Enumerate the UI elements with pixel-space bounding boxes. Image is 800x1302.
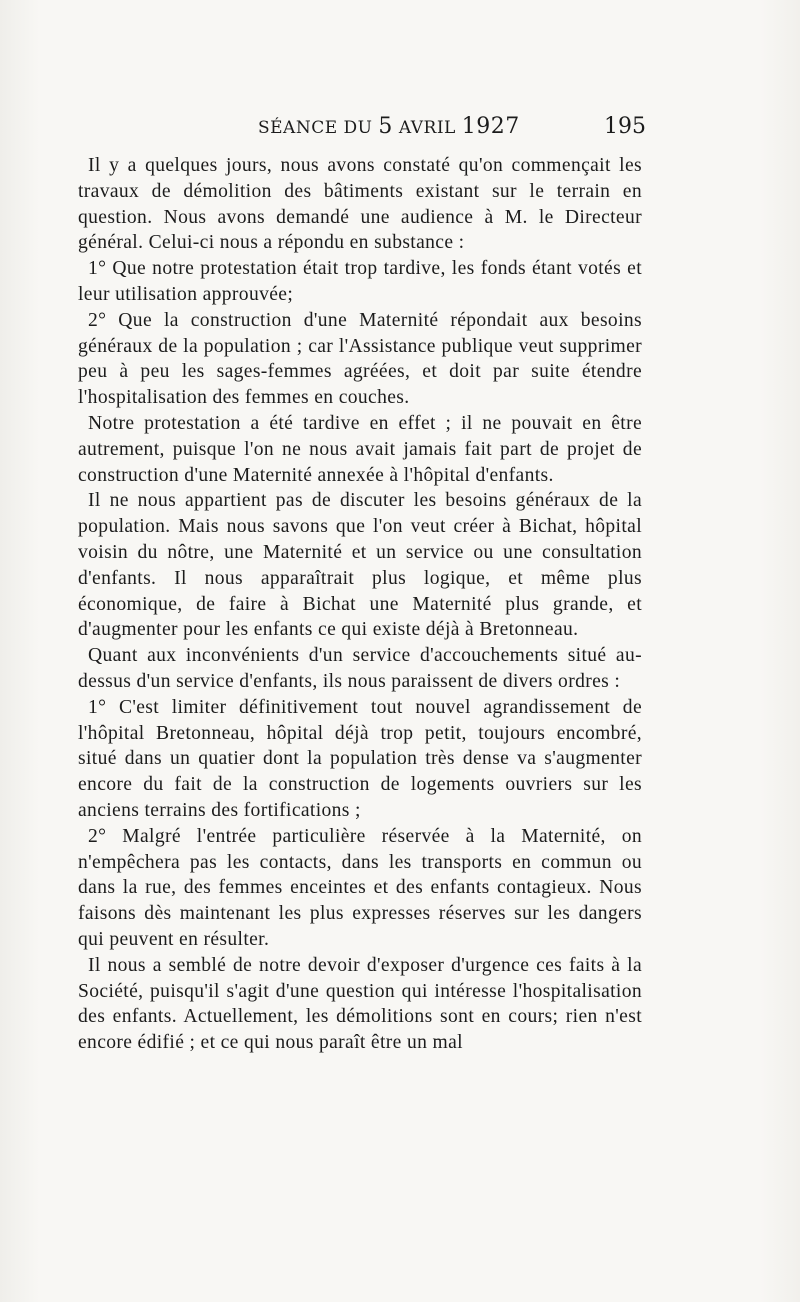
paragraph: Notre protestation a été tardive en effet ; il ne pouvait en être autrement, puisque l'on ne nous avait jamais fait part de projet de construction d'une Maternité annexée à l'hôpital d'enfants. (78, 412, 642, 486)
running-head-title (258, 114, 520, 139)
running-head (78, 114, 646, 148)
paragraph: Il ne nous appartient pas de discuter les besoins généraux de la population. Mais nous savons que l'on veut créer à Bichat, hôpital voisin du nôtre, une Maternité et un service ou une consultation d'enfants. Il nous apparaîtrait plus logique, et même plus économique, de faire à Bichat une Maternité plus grande, et d'augmenter pour les enfants ce qui existe déjà à Bretonneau. (78, 490, 642, 641)
title-day: 5 (378, 114, 393, 139)
body-text (78, 153, 642, 1056)
title-prefix: SÉANCE DU (258, 118, 373, 138)
paragraph: 2° Malgré l'entrée particulière réservée à la Maternité, on n'empêchera pas les contacts, dans les transports en commun ou dans la rue, des femmes enceintes et des enfants contagieux. Nous faisons dès maintenant les plus expresses réserves sur les dangers qui peuvent en résulter. (78, 825, 642, 950)
paragraph: 1° C'est limiter définitivement tout nouvel agrandissement de l'hôpital Bretonneau, hôpital déjà trop petit, toujours encombré, situé dans un quatier dont la population très dense va s'augmenter encore du fait de la construction de logements ouvriers sur les anciens terrains des fortifications ; (78, 696, 642, 821)
title-month: AVRIL (398, 118, 456, 138)
paragraph: 2° Que la construction d'une Maternité répondait aux besoins généraux de la population ; car l'Assistance publique veut supprimer peu à peu les sages-femmes agréées, et doit par suite étendre l'hospitalisation des femmes en couches. (78, 309, 642, 409)
title-year: 1927 (461, 114, 520, 139)
paragraph: 1° Que notre protestation était trop tardive, les fonds étant votés et leur utilisation approuvée; (78, 258, 642, 305)
page-number: 195 (604, 114, 646, 139)
paragraph: Quant aux inconvénients d'un service d'accouchements situé au-dessus d'un service d'enfants, ils nous paraissent de divers ordres : (78, 645, 642, 692)
paragraph: Il y a quelques jours, nous avons constaté qu'on commençait les travaux de démolition des bâtiments existant sur le terrain en question. Nous avons demandé une audience à M. le Directeur général. Celui-ci nous a répondu en substance : (78, 155, 642, 254)
paragraph: Il nous a semblé de notre devoir d'exposer d'urgence ces faits à la Société, puisqu'il s'agit d'une question qui intéresse l'hospitalisation des enfants. Actuellement, les démolitions sont en cours; rien n'est encore édifié ; et ce qui nous paraît être un mal (78, 954, 642, 1054)
